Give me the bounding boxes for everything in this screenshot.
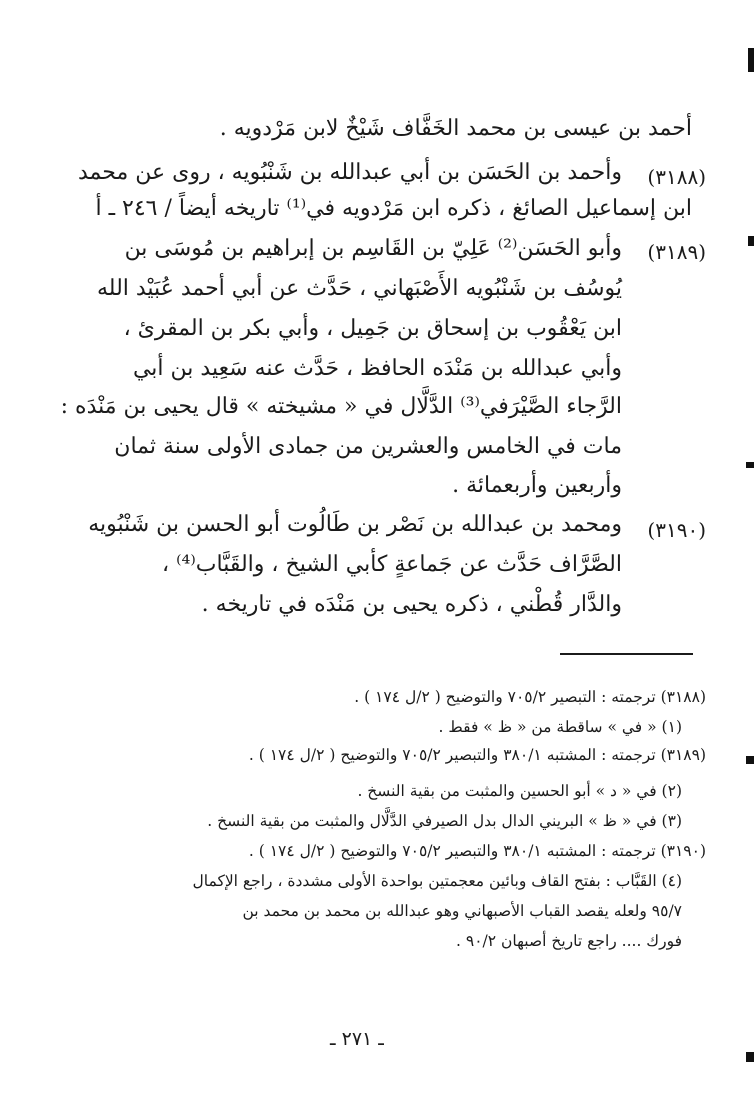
footnote-line: (٤) القَبَّاب : بفتح القاف وبائين معجمتين بواحدة الأولى مشددة ، راجع الإكمال [192, 872, 682, 890]
scan-edge-mark [748, 236, 754, 246]
footnote-line: ٩٥/٧ ولعله يقصد القباب الأصبهاني وهو عبدالله بن محمد بن محمد بن [242, 902, 682, 920]
intro-line: أحمد بن عيسى بن محمد الخَفَّاف شَيْخٌ لابن مَرْدويه . [219, 116, 692, 141]
scan-edge-mark [748, 48, 754, 72]
page-number: ـ ٢٧١ ـ [330, 1028, 384, 1050]
scan-edge-mark [746, 462, 754, 468]
scan-edge-mark [746, 756, 754, 764]
entry-line: مات في الخامس والعشرين من جمادى الأولى سنة ثمان [114, 434, 622, 459]
entry-number: (٣١٨٨) [647, 165, 706, 189]
footnote-line: (٣) في « ظ » البريني الدال بدل الصيرفي الدَّلَّال والمثبت من بقية النسخ . [207, 812, 682, 830]
footnote-line: (٢) في « د » أبو الحسين والمثبت من بقية النسخ . [357, 782, 682, 800]
footnote-line: (٣١٨٨) ترجمته : التبصير ٧٠٥/٢ والتوضيح ( ٢/ل ١٧٤ ) . [354, 688, 706, 706]
footnote-line: فورك .... راجع تاريخ أصبهان ٩٠/٢ . [456, 932, 682, 950]
entry-line: الصَّرَّاف حَدَّث عن جَماعةٍ كأبي الشيخ ، والقَبَّاب⁽⁴⁾ ، [162, 552, 622, 577]
footnote-line: (١) « في » ساقطة من « ظ » فقط . [438, 718, 682, 736]
entry-line: وأبو الحَسَن⁽²⁾ عَلِيّ بن القَاسِم بن إبراهيم بن مُوسَى بن [124, 236, 622, 261]
entry-number: (٣١٩٠) [647, 518, 706, 542]
entry-line: ومحمد بن عبدالله بن نَصْر بن طَالُوت أبو الحسن بن شَنْبُويه [88, 512, 622, 537]
entry-line: وأحمد بن الحَسَن بن أبي عبدالله بن شَنْبُويه ، روى عن محمد [78, 160, 622, 185]
entry-line: ابن إسماعيل الصائغ ، ذكره ابن مَرْدويه في⁽¹⁾ تاريخه أيضاً / ٢٤٦ ـ أ [95, 196, 692, 221]
scan-edge-mark [746, 1052, 754, 1062]
entry-line: ابن يَعْقُوب بن إسحاق بن جَمِيل ، وأبي بكر بن المقرئ ، [123, 316, 622, 341]
entry-number: (٣١٨٩) [647, 240, 706, 264]
footnote-line: (٣١٨٩) ترجمته : المشتبه ٣٨٠/١ والتبصير ٧٠٥/٢ والتوضيح ( ٢/ل ١٧٤ ) . [248, 746, 706, 764]
entry-line: وأربعين وأربعمائة . [452, 473, 622, 498]
footnote-line: (٣١٩٠) ترجمته : المشتبه ٣٨٠/١ والتبصير ٧٠٥/٢ والتوضيح ( ٢/ل ١٧٤ ) . [248, 842, 706, 860]
entry-line: والدَّار قُطْني ، ذكره يحيى بن مَنْدَه في تاريخه . [201, 592, 622, 617]
entry-line: وأبي عبدالله بن مَنْدَه الحافظ ، حَدَّث عنه سَعِيد بن أبي [132, 356, 622, 381]
footnote-separator [560, 653, 693, 655]
entry-line: يُوسُف بن شَنْبُويه الأَصْبَهاني ، حَدَّث عن أبي أحمد عُبَيْد الله [96, 276, 622, 301]
entry-line: الرَّجاء الصَّيْرَفي⁽³⁾ الدَّلَّال في « مشيخته » قال يحيى بن مَنْدَه : [60, 394, 622, 419]
